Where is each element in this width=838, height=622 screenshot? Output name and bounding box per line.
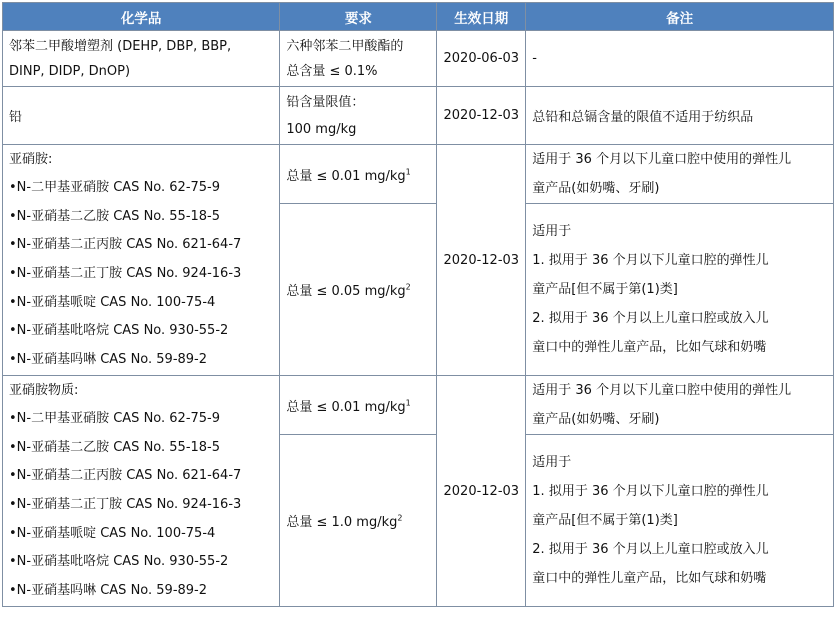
chemical-cell	[3, 145, 280, 376]
remarks-line: 1. 拟用于 36 个月以下儿童口腔的弹性儿	[532, 484, 769, 499]
header-row	[3, 3, 834, 31]
requirement-cell	[280, 435, 437, 607]
chemical-line: •N-亚硝基哌啶 CAS No. 100-75-4	[9, 294, 216, 310]
remarks-line: 适用于 36 个月以下儿童口腔中使用的弹性儿	[532, 152, 792, 167]
chemical-line: •N-亚硝基二正丁胺 CAS No. 924-16-3	[9, 266, 242, 281]
requirement-text: 总量 ≤ 1.0 mg/kg	[286, 515, 398, 530]
header-requirement: 要求	[280, 3, 437, 31]
requirement-text: 总量 ≤ 0.05 mg/kg	[286, 284, 406, 299]
remarks-line: 童产品[但不属于第(1)类]	[532, 282, 678, 297]
requirement-cell	[280, 204, 437, 376]
chemical-line: •N-亚硝基二正丙胺 CAS No. 621-64-7	[9, 237, 242, 253]
requirement-cell	[280, 87, 437, 145]
regulation-table	[2, 2, 834, 607]
chemical-line: •N-二甲基亚硝胺 CAS No. 62-75-9	[9, 411, 221, 427]
chemical-line: 亚硝胺:	[9, 151, 53, 167]
remarks-line: 童产品[但不属于第(1)类]	[532, 513, 678, 528]
requirement-line: 铅含量限值：	[286, 94, 365, 110]
chemical-line: •N-亚硝基二乙胺 CAS No. 55-18-5	[9, 439, 221, 455]
remarks-cell	[526, 145, 834, 204]
effective-date-cell: 2020-12-03	[437, 87, 526, 145]
chemical-line: •N-亚硝基哌啶 CAS No. 100-75-4	[9, 525, 216, 541]
requirement-line: 总含量 ≤ 0.1%	[286, 63, 378, 79]
remarks-line: 1. 拟用于 36 个月以下儿童口腔的弹性儿	[532, 253, 769, 268]
chemical-line: 亚硝胺物质:	[9, 382, 79, 398]
chemical-line: •N-亚硝基二正丙胺 CAS No. 621-64-7	[9, 468, 242, 484]
footnote-marker: 2	[397, 513, 403, 523]
remarks-cell	[526, 376, 834, 435]
chemical-line: •N-亚硝基二正丁胺 CAS No. 924-16-3	[9, 497, 242, 512]
requirement-line: 六种邻苯二甲酸酯的	[286, 38, 404, 54]
chemical-line: •N-亚硝基吗啉 CAS No. 59-89-2	[9, 582, 208, 598]
effective-date-cell: 2020-06-03	[437, 31, 526, 87]
chemical-cell: 铅	[3, 87, 280, 145]
requirement-cell	[280, 31, 437, 87]
table-row-nitrosatable	[3, 376, 834, 435]
remarks-line: 2. 拟用于 36 个月以上儿童口腔或放入儿	[532, 542, 769, 557]
chemical-line: •N-亚硝基吡咯烷 CAS No. 930-55-2	[9, 554, 229, 570]
requirement-cell	[280, 376, 437, 435]
remarks-line: 童口中的弹性儿童产品，比如气球和奶嘴	[532, 340, 767, 355]
chemical-cell	[3, 31, 280, 87]
remarks-line: 童口中的弹性儿童产品，比如气球和奶嘴	[532, 571, 767, 586]
chemical-line: •N-亚硝基吗啉 CAS No. 59-89-2	[9, 351, 208, 367]
header-remarks: 备注	[526, 3, 834, 31]
effective-date-cell: 2020-12-03	[437, 145, 526, 376]
effective-date-cell: 2020-12-03	[437, 376, 526, 607]
table-row-phthalate	[3, 31, 834, 87]
chemical-line: •N-二甲基亚硝胺 CAS No. 62-75-9	[9, 180, 221, 196]
footnote-marker: 2	[405, 282, 411, 292]
requirement-text: 总量 ≤ 0.01 mg/kg	[286, 168, 406, 184]
header-effective-date: 生效日期	[437, 3, 526, 31]
chemical-line: 邻苯二甲酸增塑剂 (DEHP, DBP, BBP,	[9, 38, 232, 54]
footnote-marker: 1	[405, 398, 411, 408]
remarks-cell	[526, 204, 834, 376]
header-chemical: 化学品	[3, 3, 280, 31]
chemical-line: •N-亚硝基二乙胺 CAS No. 55-18-5	[9, 208, 221, 224]
remarks-line: 适用于	[532, 224, 572, 239]
remarks-cell	[526, 435, 834, 607]
chemical-cell	[3, 376, 280, 607]
chemical-line: DINP, DIDP, DnOP)	[9, 63, 131, 79]
table-row-nitrosamine	[3, 145, 834, 204]
remarks-cell: 总铅和总镉含量的限值不适用于纺织品	[526, 87, 834, 145]
requirement-text: 总量 ≤ 0.01 mg/kg	[286, 399, 406, 415]
remarks-line: 童产品(如奶嘴、牙刷)	[532, 181, 660, 196]
chemical-line: •N-亚硝基吡咯烷 CAS No. 930-55-2	[9, 323, 229, 339]
remarks-line: 适用于	[532, 455, 572, 470]
remarks-line: 童产品(如奶嘴、牙刷)	[532, 412, 660, 427]
table-row-lead	[3, 87, 834, 145]
remarks-cell: -	[526, 31, 834, 87]
requirement-line: 100 mg/kg	[286, 121, 357, 137]
requirement-cell	[280, 145, 437, 204]
footnote-marker: 1	[405, 167, 411, 177]
remarks-line: 适用于 36 个月以下儿童口腔中使用的弹性儿	[532, 383, 792, 398]
remarks-line: 2. 拟用于 36 个月以上儿童口腔或放入儿	[532, 311, 769, 326]
